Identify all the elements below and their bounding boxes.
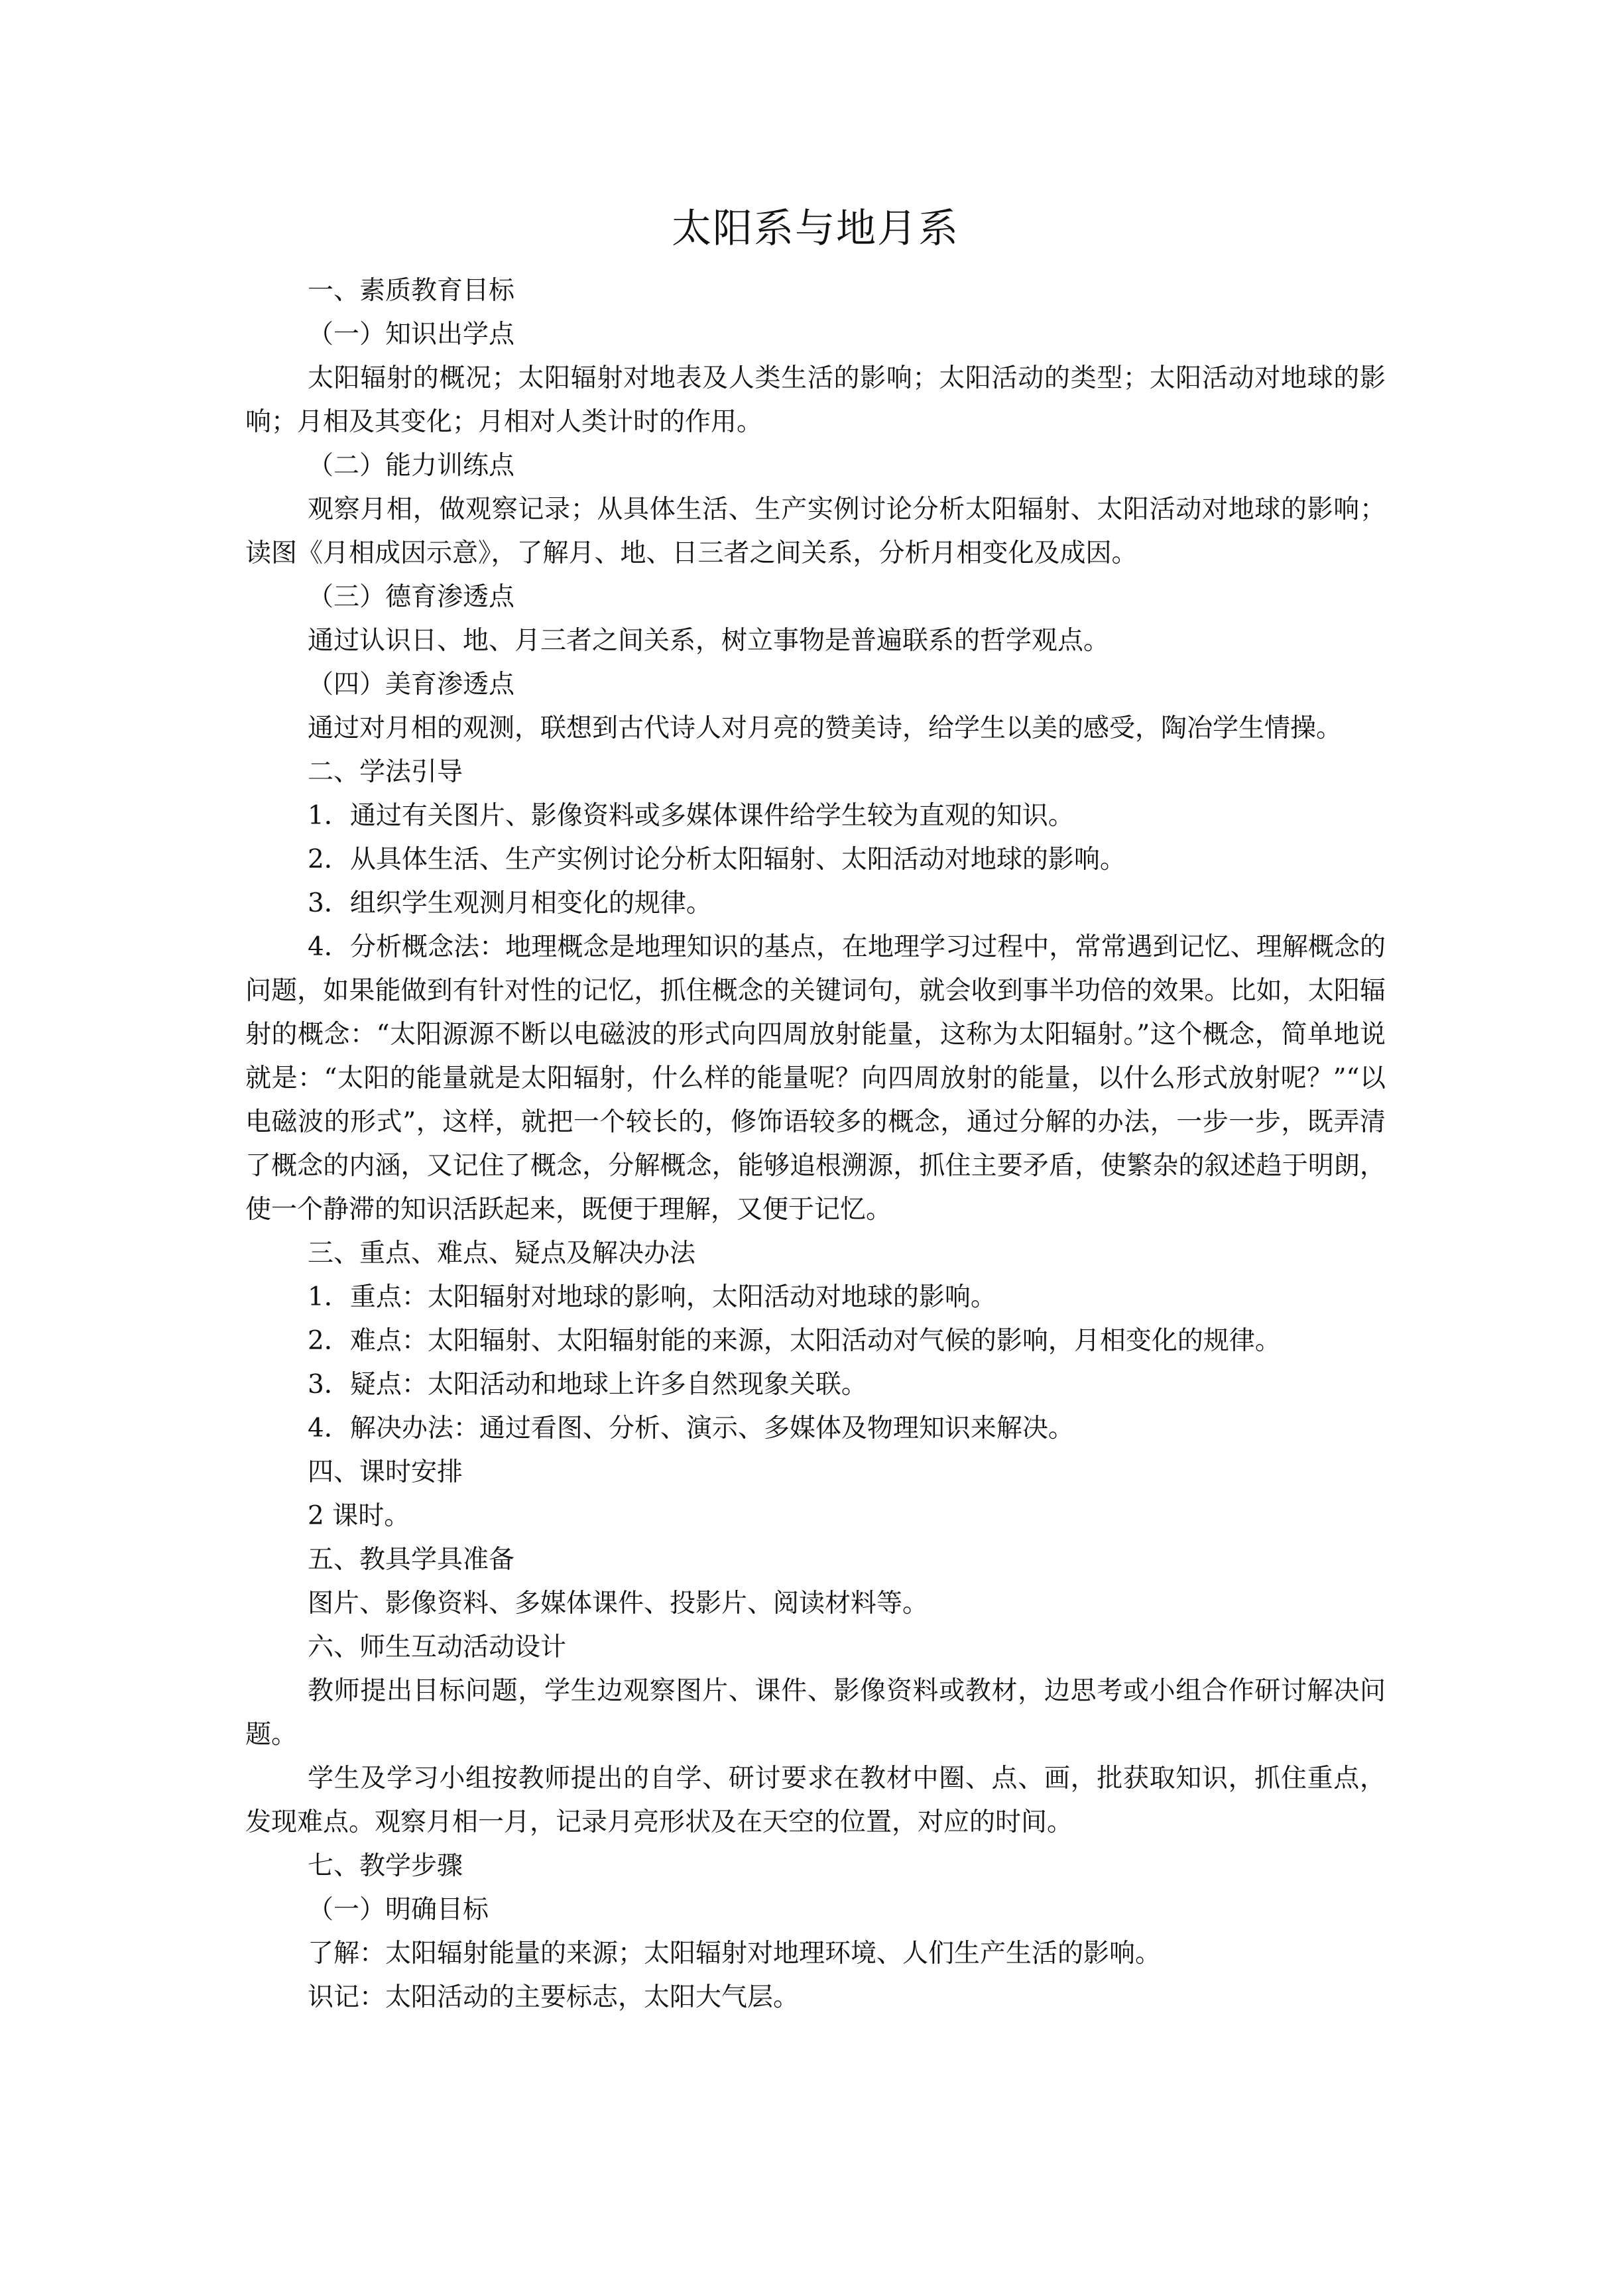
- paragraph: 1．通过有关图片、影像资料或多媒体课件给学生较为直观的知识。: [308, 801, 1074, 831]
- paragraph: 4．解决办法：通过看图、分析、演示、多媒体及物理知识来解决。: [308, 1414, 1074, 1443]
- paragraph: 2．难点：太阳辐射、太阳辐射能的来源，太阳活动对气候的影响，月相变化的规律。: [308, 1326, 1281, 1356]
- paragraph: 学生及学习小组按教师提出的自学、研讨要求在教材中圈、点、画，批获取知识，抓住重点，发现难点。观察月相一月，记录月亮形状及在天空的位置，对应的时间。: [245, 1764, 1386, 1837]
- paragraph: 观察月相，做观察记录；从具体生活、生产实例讨论分析太阳辐射、太阳活动对地球的影响；读图《月相成因示意》，了解月、地、日三者之间关系，分析月相变化及成因。: [245, 495, 1386, 568]
- paragraph: 二、学法引导: [308, 757, 463, 787]
- paragraph: 4．分析概念法：地理概念是地理知识的基点，在地理学习过程中，常常遇到记忆、理解概念的问题，如果能做到有针对性的记忆，抓住概念的关键词句，就会收到事半功倍的效果。比如，太阳辐射的概念：“太阳源源不断以电磁波的形式向四周放射能量，这称为太阳辐射。”这个概念，简单地说就是：“太阳的能量就是太阳辐射，什么样的能量呢？向四周放射的能量，以什么形式放射呢？”“以电磁波的形式”，这样，就把一个较长的，修饰语较多的概念，通过分解的办法，一步一步，既弄清了概念的内涵，又记住了概念，分解概念，能够追根溯源，抓住主要矛盾，使繁杂的叙述趋于明朗，使一个静滞的知识活跃起来，既便于理解，又便于记忆。: [245, 932, 1386, 1225]
- paragraph: 通过对月相的观测，联想到古代诗人对月亮的赞美诗，给学生以美的感受，陶冶学生情操。: [308, 713, 1343, 743]
- paragraph: 3．疑点：太阳活动和地球上许多自然现象关联。: [308, 1370, 867, 1400]
- paragraph: 通过认识日、地、月三者之间关系，树立事物是普遍联系的哲学观点。: [308, 626, 1110, 656]
- paragraph: 三、重点、难点、疑点及解决办法: [308, 1239, 696, 1268]
- paragraph: 2 课时。: [308, 1501, 410, 1531]
- paragraph: 七、教学步骤: [308, 1851, 463, 1881]
- paragraph: 了解：太阳辐射能量的来源；太阳辐射对地理环境、人们生产生活的影响。: [308, 1939, 1162, 1968]
- paragraph: （一）知识出学点: [308, 320, 515, 349]
- paragraph: 一、素质教育目标: [308, 276, 515, 306]
- paragraph: 四、课时安排: [308, 1457, 463, 1487]
- paragraph: 太阳辐射的概况；太阳辐射对地表及人类生活的影响；太阳活动的类型；太阳活动对地球的影响；月相及其变化；月相对人类计时的作用。: [245, 363, 1386, 437]
- paragraph: 六、师生互动活动设计: [308, 1632, 567, 1662]
- paragraph: 识记：太阳活动的主要标志，太阳大气层。: [308, 1982, 800, 2012]
- paragraph: （四）美育渗透点: [308, 670, 515, 699]
- paragraph: （一）明确目标: [308, 1895, 489, 1925]
- document-page: [245, 199, 1386, 2020]
- paragraph: （二）能力训练点: [308, 451, 515, 481]
- paragraph: 3．组织学生观测月相变化的规律。: [308, 888, 712, 918]
- paragraph: 教师提出目标问题，学生边观察图片、课件、影像资料或教材，边思考或小组合作研讨解决问题。: [245, 1676, 1386, 1750]
- paragraph: 2．从具体生活、生产实例讨论分析太阳辐射、太阳活动对地球的影响。: [308, 845, 1126, 875]
- document-body: [245, 269, 1386, 2020]
- document-title: 太阳系与地月系: [672, 206, 959, 252]
- paragraph: 五、教具学具准备: [308, 1545, 515, 1575]
- paragraph: （三）德育渗透点: [308, 582, 515, 612]
- paragraph: 1．重点：太阳辐射对地球的影响，太阳活动对地球的影响。: [308, 1282, 996, 1312]
- paragraph: 图片、影像资料、多媒体课件、投影片、阅读材料等。: [308, 1589, 929, 1618]
